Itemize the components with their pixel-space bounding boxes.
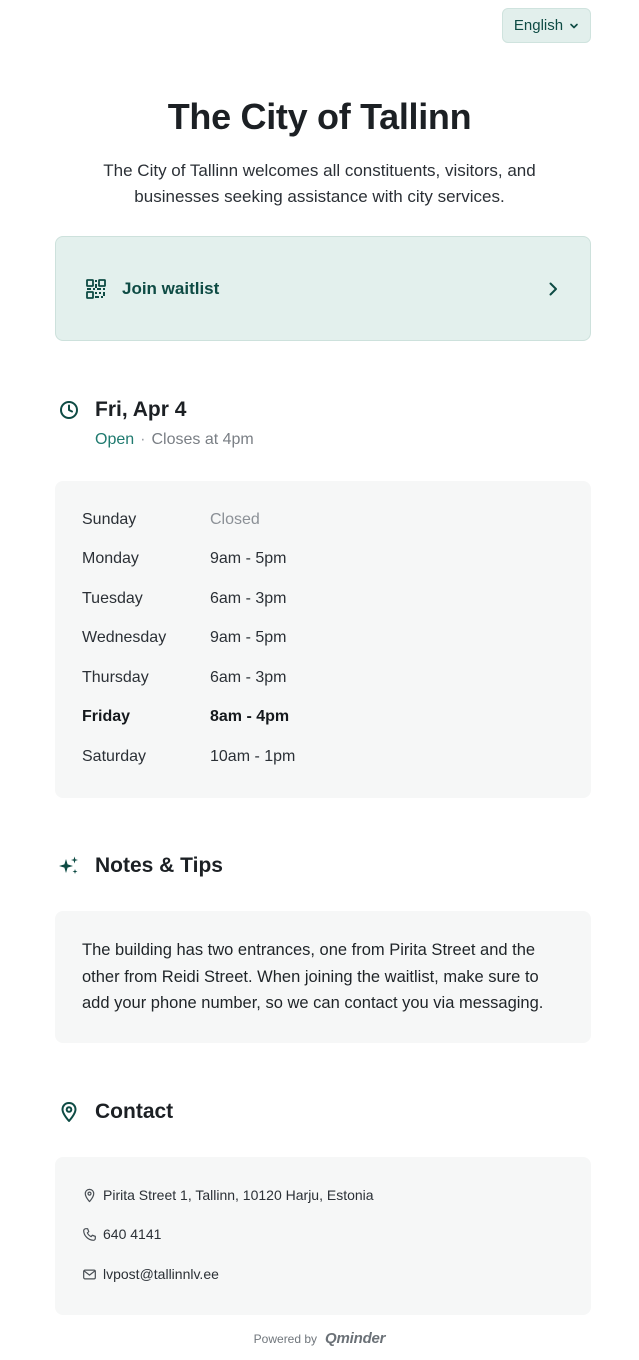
- clock-icon: [58, 399, 80, 421]
- qminder-logo[interactable]: Qminder: [325, 1330, 386, 1347]
- page-title: The City of Tallinn: [167, 96, 472, 137]
- hours-row: [82, 511, 562, 529]
- phone-row[interactable]: [82, 1226, 161, 1242]
- footer: [0, 1330, 639, 1347]
- map-pin-icon: [82, 1188, 97, 1203]
- hours-day: Monday: [82, 550, 139, 567]
- hours-row: [82, 550, 562, 568]
- email-row[interactable]: [82, 1266, 219, 1282]
- contact-address: Pirita Street 1, Tallinn, 10120 Harju, Estonia: [103, 1187, 374, 1203]
- hours-day: Friday: [82, 708, 131, 725]
- phone-icon: [82, 1227, 97, 1242]
- notes-header: [57, 854, 223, 878]
- mail-icon: [82, 1267, 97, 1282]
- open-status: [95, 431, 254, 449]
- chevron-right-icon: [544, 280, 562, 298]
- sparkles-icon: [58, 855, 80, 877]
- hours-row-today: [82, 708, 562, 726]
- hours-row: [82, 669, 562, 687]
- opening-hours-table: [55, 481, 591, 798]
- status-badge: Open: [95, 431, 135, 448]
- hours-time: 6am - 3pm: [210, 669, 287, 686]
- contact-header: [57, 1100, 173, 1124]
- hours-day: Tuesday: [82, 590, 143, 607]
- hours-time: 10am - 1pm: [210, 748, 296, 765]
- hours-time: 9am - 5pm: [210, 550, 287, 567]
- today-header: [57, 398, 186, 422]
- contact-email: lvpost@tallinnlv.ee: [103, 1266, 219, 1282]
- contact-card: [55, 1157, 591, 1315]
- qr-code-icon: [84, 277, 108, 301]
- join-waitlist-button[interactable]: [55, 236, 591, 341]
- hours-time: 8am - 4pm: [210, 708, 290, 725]
- hours-day: Saturday: [82, 748, 147, 765]
- hours-day: Sunday: [82, 511, 137, 528]
- language-label: English: [513, 17, 564, 34]
- page-subtitle: The City of Tallinn welcomes all constituents, visitors, and businesses seeking assistance with city services.: [103, 161, 536, 206]
- closing-time: Closes at 4pm: [151, 431, 254, 448]
- powered-by-label: Powered by: [253, 1331, 318, 1346]
- map-pin-icon: [58, 1101, 80, 1123]
- notes-title: Notes & Tips: [95, 854, 223, 877]
- hours-row: [82, 748, 562, 766]
- language-selector[interactable]: [502, 8, 591, 43]
- contact-title: Contact: [95, 1100, 174, 1123]
- join-waitlist-label: Join waitlist: [122, 278, 220, 298]
- hours-row: [82, 590, 562, 608]
- hours-day: Wednesday: [82, 629, 167, 646]
- hours-time: 6am - 3pm: [210, 590, 287, 607]
- address-row[interactable]: [82, 1187, 374, 1203]
- chevron-down-icon: [569, 21, 579, 31]
- contact-phone: 640 4141: [103, 1226, 162, 1242]
- hours-time: 9am - 5pm: [210, 629, 287, 646]
- hours-time: Closed: [210, 511, 260, 528]
- hours-row: [82, 629, 562, 647]
- today-date: Fri, Apr 4: [95, 398, 187, 421]
- status-separator: ·: [140, 431, 146, 448]
- hours-day: Thursday: [82, 669, 149, 686]
- notes-text: The building has two entrances, one from Pirita Street and the other from Reidi Street. When joining the waitlist, make sure to add your phone number, so we can contact you via messaging.: [55, 911, 591, 1043]
